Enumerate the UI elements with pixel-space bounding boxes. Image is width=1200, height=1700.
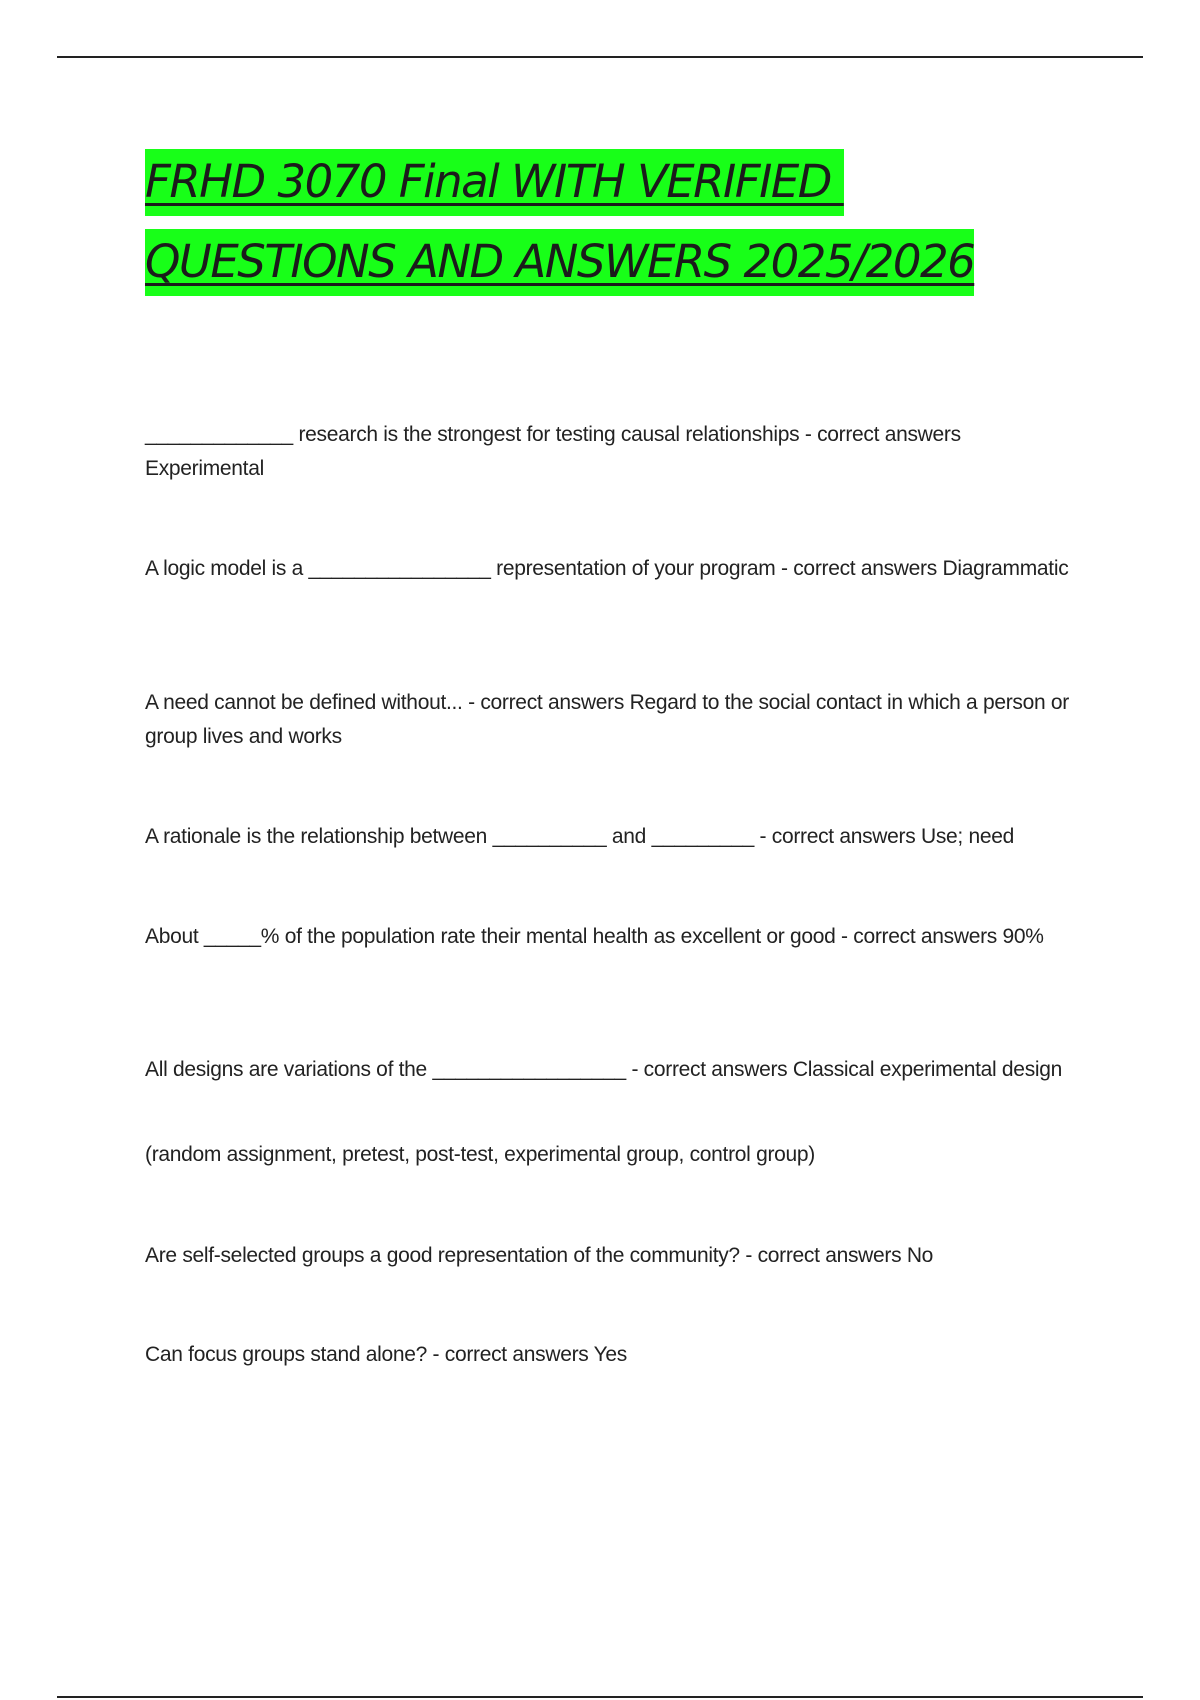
title-line-1: FRHD 3070 Final WITH VERIFIED: [145, 149, 844, 216]
qa-item-2: A logic model is a ________________ representation of your program - correct answers Diagrammatic: [145, 557, 1069, 580]
qa-item-7: Are self-selected groups a good representation of the community? - correct answers No: [145, 1244, 934, 1267]
qa-item-5: About _____% of the population rate their mental health as excellent or good - correct answers 90%: [145, 925, 1044, 948]
qa-item-4: A rationale is the relationship between __________ and _________ - correct answers Use; need: [145, 825, 1015, 848]
qa-item-6: All designs are variations of the _________________ - correct answers Classical experimental design: [145, 1058, 1063, 1081]
document-title: [145, 142, 1145, 302]
header-rule: [57, 56, 1143, 58]
qa-item-1: _____________ research is the strongest for testing causal relationships - correct answers Experimental: [145, 423, 961, 480]
qa-item-8: Can focus groups stand alone? - correct answers Yes: [145, 1343, 627, 1366]
qa-item-6-note: (random assignment, pretest, post-test, experimental group, control group): [145, 1143, 815, 1166]
footer-rule: [57, 1696, 1143, 1698]
title-line-2: QUESTIONS AND ANSWERS 2025/2026: [145, 229, 974, 296]
qa-item-3: A need cannot be defined without... - correct answers Regard to the social contact in which a person or group lives and works: [145, 691, 1069, 748]
